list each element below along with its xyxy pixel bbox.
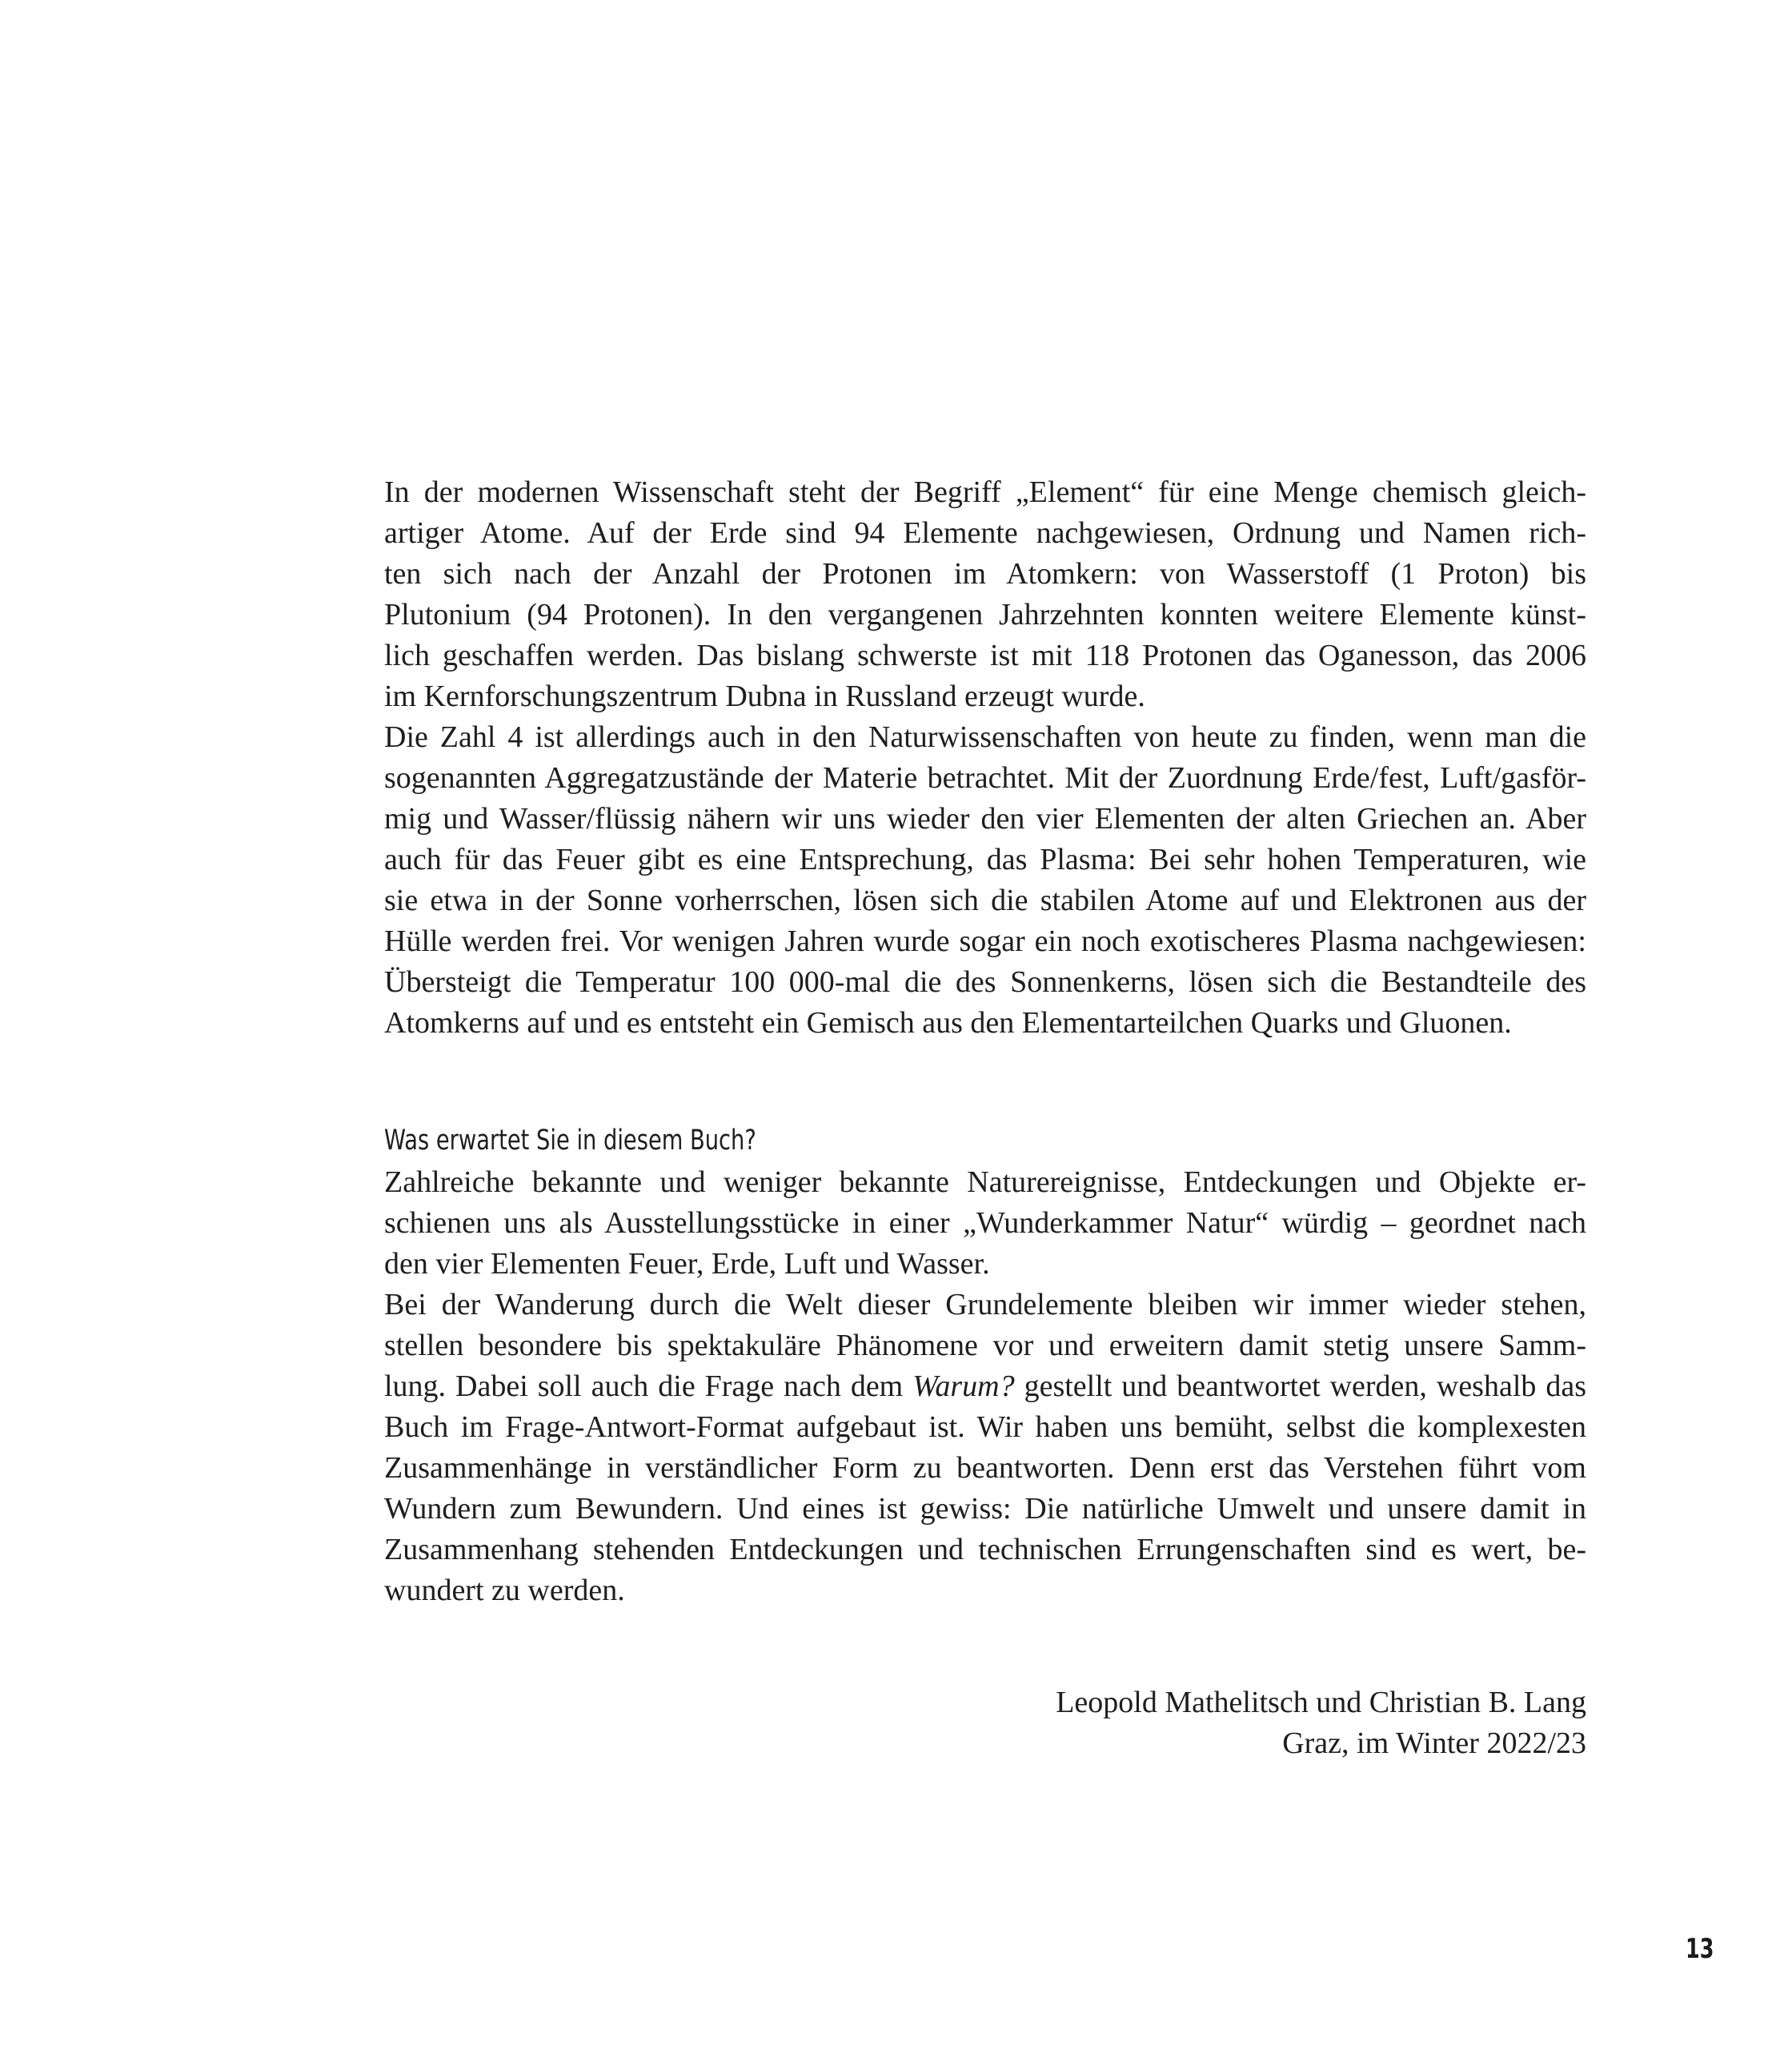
text-line: artiger Atome. Auf der Erde sind 94 Elemente nachgewiesen, Ordnung und Namen rich-	[384, 516, 1586, 550]
text-line: lich geschaffen werden. Das bislang schwerste ist mit 118 Protonen das Oganesson, das 2006	[384, 639, 1586, 672]
text-line: Zusammenhänge in verständlicher Form zu beantworten. Denn erst das Verstehen führt vom	[384, 1451, 1586, 1485]
text-line: im Kernforschungszentrum Dubna in Russland erzeugt wurde.	[384, 680, 1145, 713]
text-line: mig und Wasser/flüssig nähern wir uns wieder den vier Elementen der alten Griechen an. Aber	[384, 802, 1586, 836]
page-number: 13	[1686, 1933, 1714, 1965]
text-fragment: lung. Dabei soll auch die Frage nach dem	[384, 1369, 913, 1403]
text-line: Die Zahl 4 ist allerdings auch in den Naturwissenschaften von heute zu finden, wenn man die	[384, 720, 1586, 754]
text-line: Zahlreiche bekannte und weniger bekannte Naturereignisse, Entdeckungen und Objekte er-	[384, 1165, 1586, 1199]
text-line: sogenannten Aggregatzustände der Materie betrachtet. Mit der Zuordnung Erde/fest, Luft/gasför-	[384, 761, 1586, 795]
signature-place-date: Graz, im Winter 2022/23	[1282, 1726, 1586, 1760]
paragraph-wanderung	[384, 1285, 1586, 1611]
text-line: sie etwa in der Sonne vorherrschen, lösen sich die stabilen Atome auf und Elektronen aus der	[384, 884, 1586, 917]
text-line	[384, 1366, 1586, 1407]
section-text	[384, 1162, 1586, 1611]
text-line: schienen uns als Ausstellungsstücke in einer „Wunderkammer Natur“ würdig – geordnet nach	[384, 1206, 1586, 1240]
text-fragment: gestellt und beantwortet werden, weshalb das	[1014, 1369, 1587, 1403]
text-line: Zusammenhang stehenden Entdeckungen und technischen Errungenschaften sind es wert, be-	[384, 1533, 1586, 1566]
text-line: Bei der Wanderung durch die Welt dieser Grundelemente bleiben wir immer wieder stehen,	[384, 1288, 1586, 1321]
paragraph-aggregate-states	[384, 717, 1586, 1044]
text-line: Plutonium (94 Protonen). In den vergangenen Jahrzehnten konnten weitere Elemente künst-	[384, 598, 1586, 632]
text-line: Übersteigt die Temperatur 100 000-mal die des Sonnenkerns, lösen sich die Bestandteile des	[384, 965, 1586, 999]
text-line: Atomkerns auf und es entsteht ein Gemisch aus den Elementarteilchen Quarks und Gluonen.	[384, 1006, 1512, 1040]
text-line: den vier Elementen Feuer, Erde, Luft und Wasser.	[384, 1247, 990, 1281]
text-line: Buch im Frage-Antwort-Format aufgebaut ist. Wir haben uns bemüht, selbst die komplexesten	[384, 1410, 1586, 1444]
italic-warum: Warum?	[912, 1369, 1015, 1403]
intro-text	[384, 472, 1586, 1044]
text-line: Wundern zum Bewundern. Und eines ist gewiss: Die natürliche Umwelt und unsere damit in	[384, 1492, 1586, 1526]
text-line: Hülle werden frei. Vor wenigen Jahren wurde sogar ein noch exotischeres Plasma nachgewiesen:	[384, 924, 1586, 958]
text-line: stellen besondere bis spektakuläre Phänomene vor und erweitern damit stetig unsere Samm-	[384, 1329, 1586, 1362]
text-line: auch für das Feuer gibt es eine Entsprechung, das Plasma: Bei sehr hohen Temperaturen, wie	[384, 843, 1586, 876]
text-line: ten sich nach der Anzahl der Protonen im Atomkern: von Wasserstoff (1 Proton) bis	[384, 557, 1586, 591]
signature-authors: Leopold Mathelitsch und Christian B. Lang	[1056, 1686, 1586, 1719]
text-line: In der modernen Wissenschaft steht der Begriff „Element“ für eine Menge chemisch gleich-	[384, 475, 1586, 509]
signature	[1056, 1682, 1586, 1764]
paragraph-wunderkammer	[384, 1162, 1586, 1285]
text-line: wundert zu werden.	[384, 1574, 625, 1607]
section-heading: Was erwartet Sie in diesem Buch?	[384, 1125, 756, 1157]
paragraph-elements	[384, 472, 1586, 717]
